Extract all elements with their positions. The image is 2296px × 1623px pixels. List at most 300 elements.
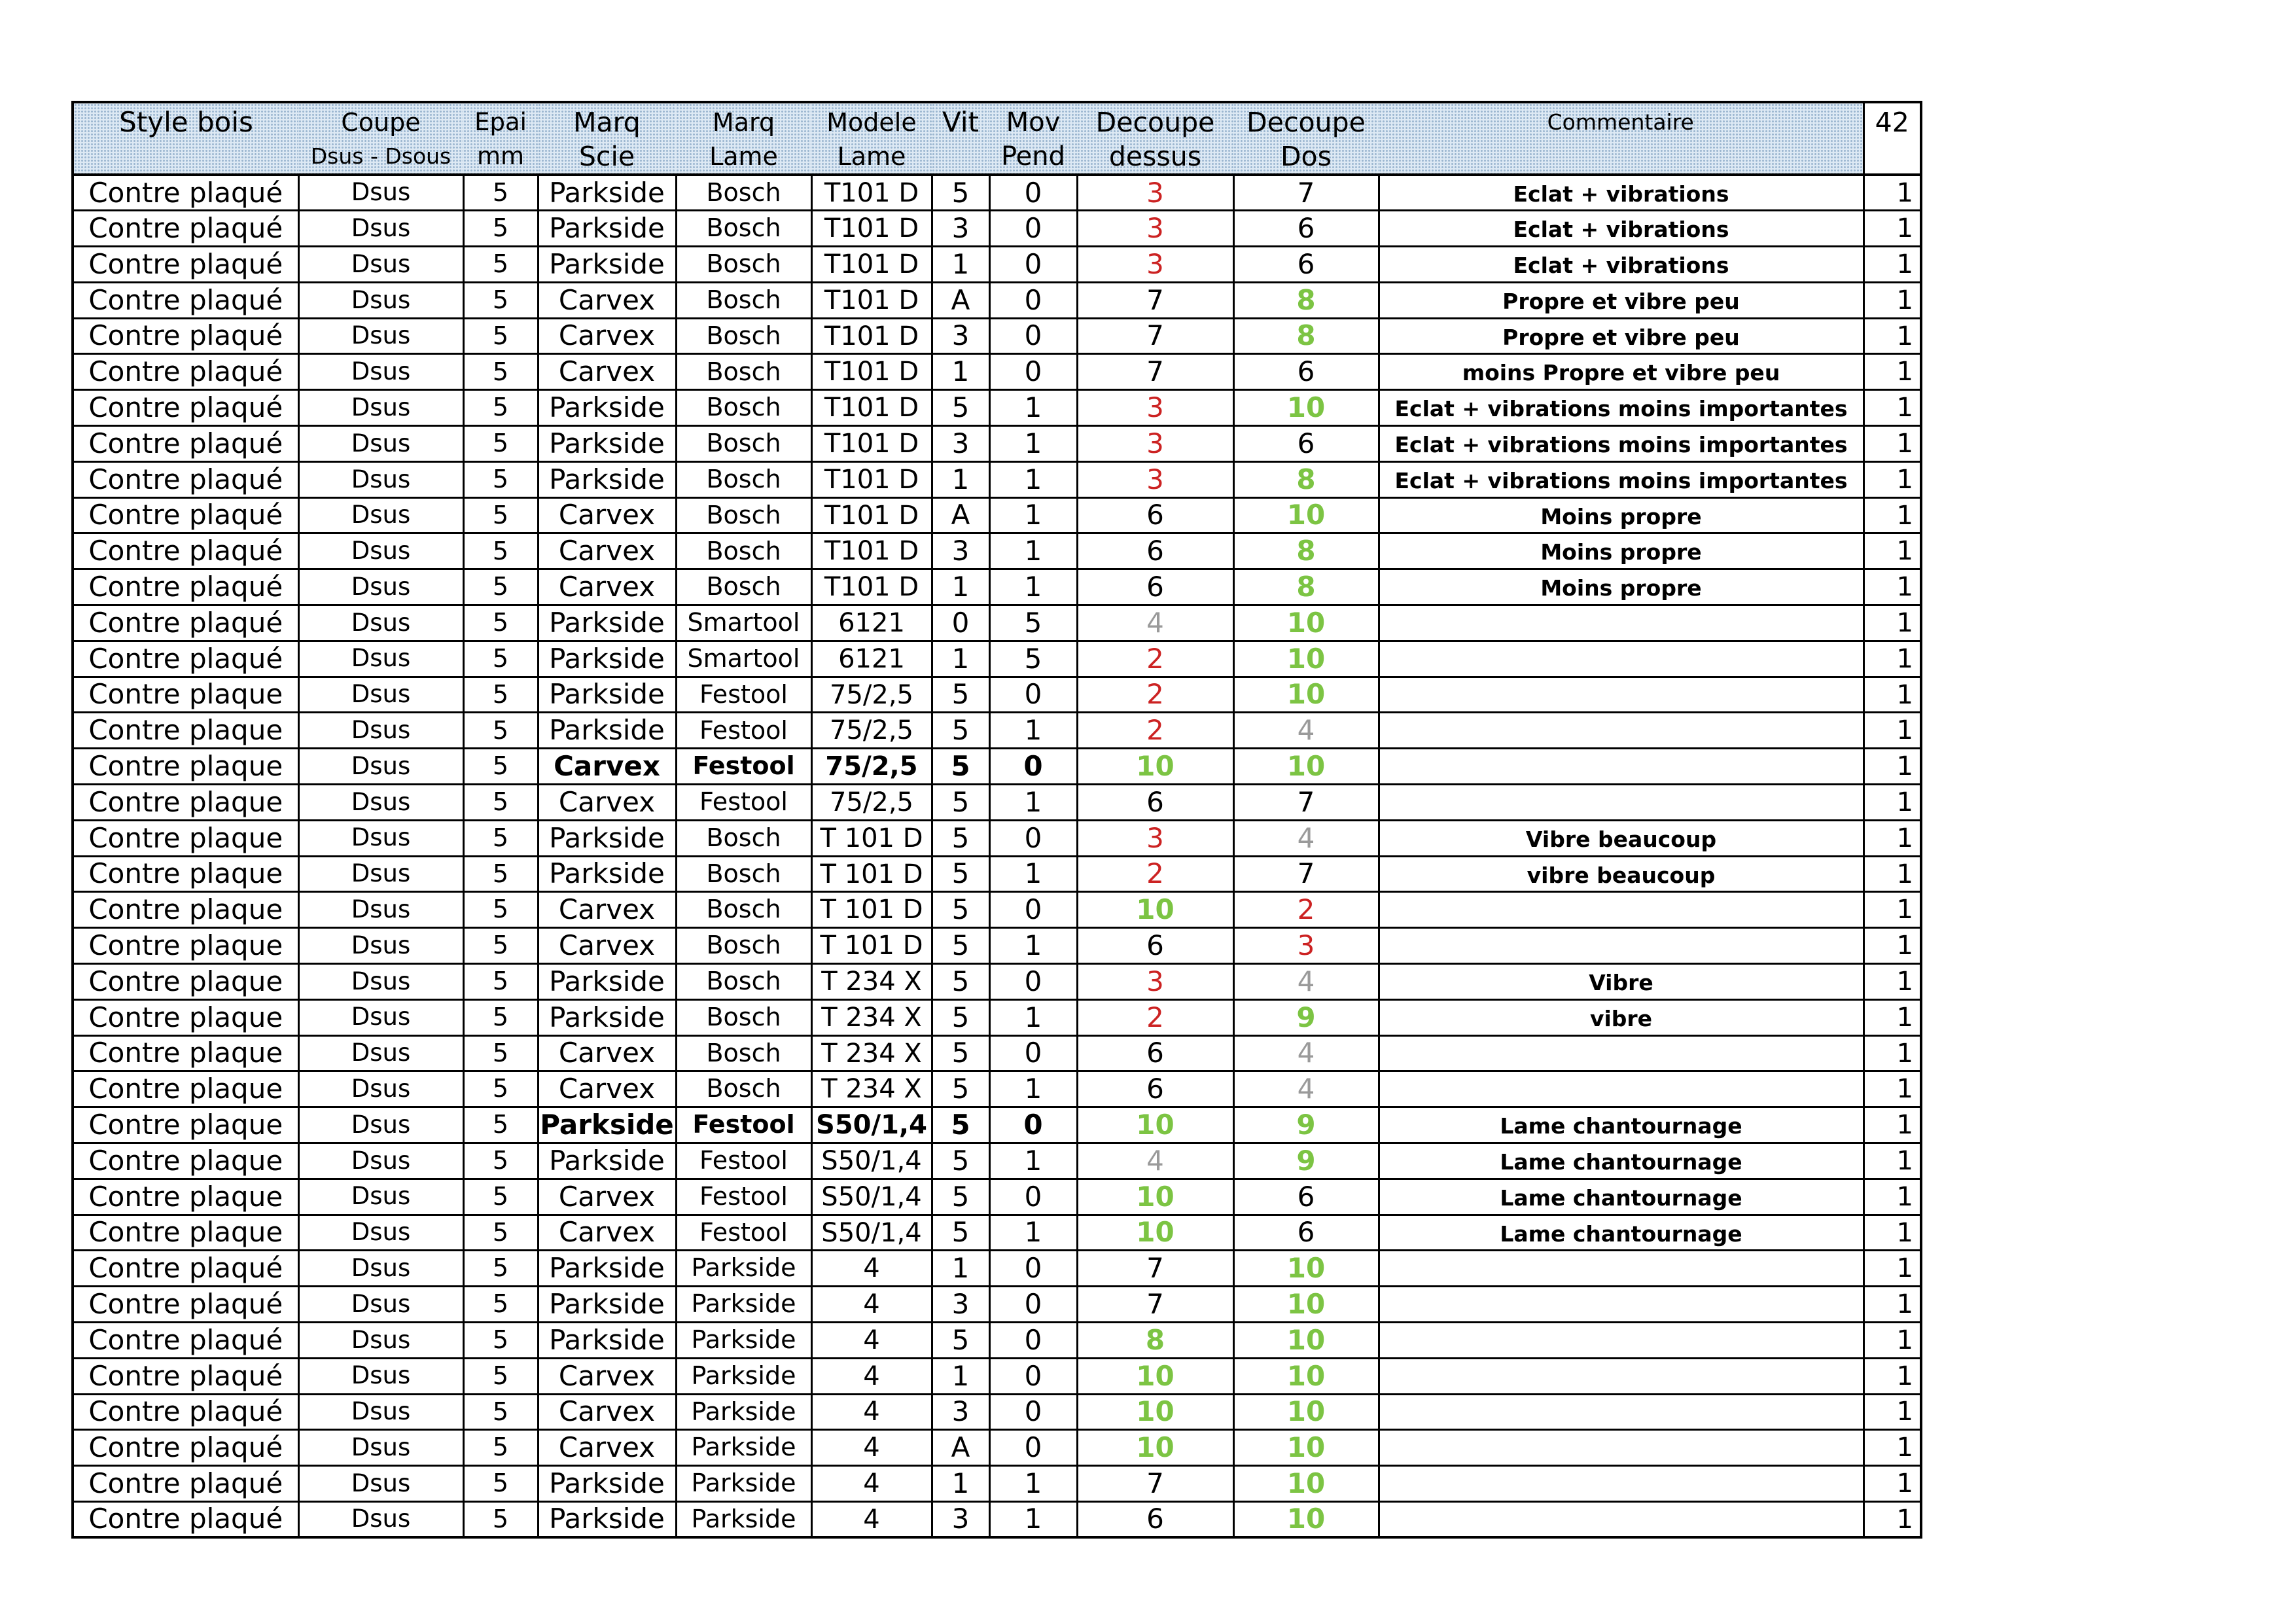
cell-marque-lame: Bosch (676, 533, 811, 569)
table-row (73, 1143, 1921, 1179)
cell-count: 1 (1863, 318, 1921, 354)
cell-modele-lame: T 101 D (811, 928, 932, 964)
cell-coupe: Dsus (298, 318, 463, 354)
table-row (73, 354, 1921, 390)
cell-epaisseur: 5 (463, 856, 538, 892)
cell-commentaire (1379, 1323, 1863, 1359)
cell-mouvement-pendulaire: 0 (989, 1035, 1077, 1071)
cell-mouvement-pendulaire: 0 (989, 1358, 1077, 1394)
cell-count: 1 (1863, 749, 1921, 785)
cell-mouvement-pendulaire: 1 (989, 569, 1077, 605)
cell-style-bois: Contre plaque (73, 964, 298, 1000)
cell-commentaire: Propre et vibre peu (1379, 282, 1863, 318)
cell-decoupe-dos: 8 (1233, 569, 1379, 605)
cell-vitesse: 5 (932, 785, 989, 821)
cell-epaisseur: 5 (463, 1035, 538, 1071)
cell-modele-lame: T101 D (811, 569, 932, 605)
cell-vitesse: 1 (932, 641, 989, 677)
cell-modele-lame: S50/1,4 (811, 1143, 932, 1179)
cell-epaisseur: 5 (463, 1394, 538, 1430)
cell-coupe: Dsus (298, 1394, 463, 1430)
cell-epaisseur: 5 (463, 1143, 538, 1179)
cell-coupe: Dsus (298, 713, 463, 749)
cell-epaisseur: 5 (463, 749, 538, 785)
cell-coupe: Dsus (298, 641, 463, 677)
cell-coupe: Dsus (298, 497, 463, 533)
cell-mouvement-pendulaire: 0 (989, 749, 1077, 785)
cell-decoupe-dessus: 10 (1077, 1215, 1233, 1251)
cell-decoupe-dos: 6 (1233, 354, 1379, 390)
cell-commentaire (1379, 892, 1863, 928)
cell-epaisseur: 5 (463, 677, 538, 713)
cell-epaisseur: 5 (463, 713, 538, 749)
cell-modele-lame: 75/2,5 (811, 785, 932, 821)
cell-marque-scie: Parkside (538, 856, 676, 892)
cell-modele-lame: S50/1,4 (811, 1179, 932, 1215)
cell-count: 1 (1863, 1358, 1921, 1394)
cell-modele-lame: 4 (811, 1501, 932, 1537)
cell-modele-lame: 6121 (811, 641, 932, 677)
cell-count: 1 (1863, 1287, 1921, 1323)
cell-marque-scie: Carvex (538, 1071, 676, 1107)
cell-epaisseur: 5 (463, 1071, 538, 1107)
cell-decoupe-dos: 10 (1233, 1501, 1379, 1537)
cell-coupe: Dsus (298, 749, 463, 785)
cell-marque-lame: Bosch (676, 282, 811, 318)
cell-style-bois: Contre plaque (73, 1107, 298, 1143)
cell-style-bois: Contre plaqué (73, 175, 298, 211)
cell-coupe: Dsus (298, 247, 463, 283)
cell-epaisseur: 5 (463, 928, 538, 964)
cell-mouvement-pendulaire: 0 (989, 318, 1077, 354)
cell-count: 1 (1863, 892, 1921, 928)
cell-count: 1 (1863, 533, 1921, 569)
cell-marque-lame: Parkside (676, 1287, 811, 1323)
cell-decoupe-dessus: 10 (1077, 1394, 1233, 1430)
cell-epaisseur: 5 (463, 318, 538, 354)
header-row (73, 102, 1921, 175)
cell-count: 1 (1863, 928, 1921, 964)
cell-marque-scie: Carvex (538, 1358, 676, 1394)
cell-coupe: Dsus (298, 1323, 463, 1359)
cell-mouvement-pendulaire: 0 (989, 1430, 1077, 1466)
cell-vitesse: 1 (932, 1358, 989, 1394)
cell-commentaire: Lame chantournage (1379, 1107, 1863, 1143)
cell-decoupe-dos: 6 (1233, 1179, 1379, 1215)
cell-style-bois: Contre plaqué (73, 533, 298, 569)
cell-mouvement-pendulaire: 1 (989, 533, 1077, 569)
table-row (73, 211, 1921, 247)
cell-coupe: Dsus (298, 175, 463, 211)
cell-commentaire (1379, 928, 1863, 964)
cell-mouvement-pendulaire: 1 (989, 497, 1077, 533)
header-style-bois-label: Style bois (119, 106, 253, 138)
cell-count: 1 (1863, 1501, 1921, 1537)
table-row (73, 533, 1921, 569)
cell-decoupe-dos: 10 (1233, 641, 1379, 677)
cell-modele-lame: 4 (811, 1466, 932, 1502)
table-row (73, 461, 1921, 497)
cell-style-bois: Contre plaqué (73, 605, 298, 641)
cell-count: 1 (1863, 785, 1921, 821)
cell-vitesse: 5 (932, 1215, 989, 1251)
cell-style-bois: Contre plaqué (73, 1466, 298, 1502)
cell-vitesse: 5 (932, 820, 989, 856)
cell-decoupe-dessus: 7 (1077, 282, 1233, 318)
cell-decoupe-dos: 6 (1233, 211, 1379, 247)
cell-decoupe-dos: 7 (1233, 175, 1379, 211)
cell-count: 1 (1863, 1035, 1921, 1071)
cell-marque-lame: Parkside (676, 1394, 811, 1430)
cell-marque-lame: Bosch (676, 426, 811, 462)
cell-modele-lame: T101 D (811, 354, 932, 390)
cell-modele-lame: 4 (811, 1394, 932, 1430)
cell-commentaire: Eclat + vibrations moins importantes (1379, 461, 1863, 497)
cell-coupe: Dsus (298, 211, 463, 247)
cell-vitesse: 5 (932, 1323, 989, 1359)
table-row (73, 1358, 1921, 1394)
cell-mouvement-pendulaire: 1 (989, 928, 1077, 964)
cell-marque-lame: Bosch (676, 247, 811, 283)
cell-mouvement-pendulaire: 0 (989, 964, 1077, 1000)
cell-marque-scie: Parkside (538, 1287, 676, 1323)
cell-style-bois: Contre plaque (73, 1143, 298, 1179)
cell-marque-lame: Bosch (676, 461, 811, 497)
cell-decoupe-dessus: 6 (1077, 928, 1233, 964)
cell-epaisseur: 5 (463, 1287, 538, 1323)
cell-commentaire (1379, 1035, 1863, 1071)
cell-vitesse: 5 (932, 999, 989, 1035)
cell-mouvement-pendulaire: 1 (989, 1071, 1077, 1107)
cell-coupe: Dsus (298, 461, 463, 497)
cell-vitesse: 0 (932, 605, 989, 641)
cell-mouvement-pendulaire: 1 (989, 461, 1077, 497)
cell-decoupe-dessus: 7 (1077, 318, 1233, 354)
cell-marque-lame: Bosch (676, 820, 811, 856)
cell-style-bois: Contre plaqué (73, 1430, 298, 1466)
cell-decoupe-dessus: 2 (1077, 713, 1233, 749)
cell-count: 1 (1863, 569, 1921, 605)
cell-count: 1 (1863, 677, 1921, 713)
table-row (73, 1501, 1921, 1537)
cell-commentaire (1379, 605, 1863, 641)
cell-epaisseur: 5 (463, 1215, 538, 1251)
cell-vitesse: 5 (932, 1179, 989, 1215)
cell-mouvement-pendulaire: 1 (989, 785, 1077, 821)
cell-modele-lame: T101 D (811, 282, 932, 318)
table-row (73, 318, 1921, 354)
cell-style-bois: Contre plaqué (73, 1251, 298, 1287)
cell-modele-lame: 4 (811, 1430, 932, 1466)
cell-coupe: Dsus (298, 1107, 463, 1143)
cell-modele-lame: T 101 D (811, 892, 932, 928)
cell-commentaire (1379, 1394, 1863, 1430)
cell-mouvement-pendulaire: 0 (989, 1394, 1077, 1430)
cell-style-bois: Contre plaqué (73, 497, 298, 533)
cell-decoupe-dos: 4 (1233, 820, 1379, 856)
cell-count: 1 (1863, 1071, 1921, 1107)
header-mouvement-pendulaire-sublabel: Pend (1000, 141, 1066, 171)
table-row (73, 1394, 1921, 1430)
cell-style-bois: Contre plaqué (73, 282, 298, 318)
cell-mouvement-pendulaire: 0 (989, 677, 1077, 713)
cell-mouvement-pendulaire: 0 (989, 820, 1077, 856)
cell-marque-scie: Carvex (538, 318, 676, 354)
cell-mouvement-pendulaire: 0 (989, 175, 1077, 211)
cell-marque-lame: Parkside (676, 1466, 811, 1502)
cell-count: 1 (1863, 282, 1921, 318)
cell-commentaire: Moins propre (1379, 497, 1863, 533)
cell-marque-lame: Bosch (676, 856, 811, 892)
cell-modele-lame: T101 D (811, 497, 932, 533)
cell-commentaire: Eclat + vibrations moins importantes (1379, 390, 1863, 426)
cell-decoupe-dos: 4 (1233, 1035, 1379, 1071)
cell-commentaire (1379, 641, 1863, 677)
table-row (73, 569, 1921, 605)
cell-vitesse: 1 (932, 569, 989, 605)
table-header (73, 102, 1921, 175)
cell-marque-scie: Carvex (538, 1430, 676, 1466)
cell-decoupe-dos: 3 (1233, 928, 1379, 964)
cell-mouvement-pendulaire: 5 (989, 605, 1077, 641)
cell-modele-lame: T101 D (811, 247, 932, 283)
cell-decoupe-dessus: 3 (1077, 247, 1233, 283)
cell-commentaire (1379, 1466, 1863, 1502)
cell-marque-scie: Parkside (538, 1251, 676, 1287)
cell-vitesse: 5 (932, 856, 989, 892)
cell-count: 1 (1863, 497, 1921, 533)
cell-decoupe-dos: 2 (1233, 892, 1379, 928)
cell-marque-scie: Carvex (538, 928, 676, 964)
table-row (73, 1323, 1921, 1359)
cell-decoupe-dessus: 6 (1077, 785, 1233, 821)
cell-modele-lame: 75/2,5 (811, 713, 932, 749)
cell-vitesse: 5 (932, 713, 989, 749)
cell-coupe: Dsus (298, 1215, 463, 1251)
cell-decoupe-dos: 7 (1233, 785, 1379, 821)
header-modele-lame (811, 102, 932, 175)
table-row (73, 641, 1921, 677)
cell-mouvement-pendulaire: 1 (989, 999, 1077, 1035)
header-modele-lame-sublabel: Lame (837, 142, 906, 171)
cell-vitesse: 5 (932, 390, 989, 426)
cell-style-bois: Contre plaqué (73, 390, 298, 426)
cell-decoupe-dos: 10 (1233, 1323, 1379, 1359)
cell-decoupe-dos: 10 (1233, 1430, 1379, 1466)
cell-count: 1 (1863, 1394, 1921, 1430)
cell-style-bois: Contre plaqué (73, 1501, 298, 1537)
header-decoupe-dessus (1077, 102, 1233, 175)
cell-marque-scie: Parkside (538, 247, 676, 283)
table-body (73, 175, 1921, 1537)
header-commentaire (1379, 102, 1863, 175)
cell-decoupe-dessus: 3 (1077, 175, 1233, 211)
cell-coupe: Dsus (298, 820, 463, 856)
header-decoupe-dessus-sublabel: dessus (1108, 141, 1202, 172)
cell-decoupe-dos: 10 (1233, 497, 1379, 533)
cell-decoupe-dessus: 2 (1077, 999, 1233, 1035)
table-row (73, 1107, 1921, 1143)
table-row (73, 1251, 1921, 1287)
cell-commentaire (1379, 1287, 1863, 1323)
cell-count: 1 (1863, 426, 1921, 462)
cell-style-bois: Contre plaque (73, 1071, 298, 1107)
table-row (73, 999, 1921, 1035)
cell-marque-lame: Parkside (676, 1430, 811, 1466)
header-marque-scie-sublabel: Scie (578, 141, 635, 172)
cell-marque-scie: Carvex (538, 533, 676, 569)
cell-epaisseur: 5 (463, 820, 538, 856)
cell-style-bois: Contre plaque (73, 677, 298, 713)
table-row (73, 785, 1921, 821)
cell-coupe: Dsus (298, 1071, 463, 1107)
cell-modele-lame: 4 (811, 1323, 932, 1359)
cell-count: 1 (1863, 247, 1921, 283)
cell-coupe: Dsus (298, 785, 463, 821)
table-row (73, 282, 1921, 318)
cell-marque-scie: Parkside (538, 999, 676, 1035)
cell-epaisseur: 5 (463, 175, 538, 211)
header-decoupe-dessus-label: Decoupe (1095, 107, 1215, 138)
cell-commentaire: Eclat + vibrations (1379, 175, 1863, 211)
cell-style-bois: Contre plaque (73, 1035, 298, 1071)
cell-marque-lame: Smartool (676, 605, 811, 641)
cell-marque-lame: Bosch (676, 964, 811, 1000)
table-row (73, 964, 1921, 1000)
table-row (73, 175, 1921, 211)
cell-commentaire: moins Propre et vibre peu (1379, 354, 1863, 390)
cell-commentaire (1379, 1358, 1863, 1394)
header-vitesse-label: Vit (942, 106, 979, 138)
cell-coupe: Dsus (298, 1430, 463, 1466)
cell-decoupe-dessus: 3 (1077, 426, 1233, 462)
cell-style-bois: Contre plaqué (73, 461, 298, 497)
cell-coupe: Dsus (298, 677, 463, 713)
cell-marque-scie: Parkside (538, 641, 676, 677)
cell-style-bois: Contre plaqué (73, 247, 298, 283)
cell-decoupe-dessus: 6 (1077, 569, 1233, 605)
cell-decoupe-dos: 9 (1233, 999, 1379, 1035)
header-epaisseur-label: Epai (474, 108, 527, 136)
header-marque-lame (676, 102, 811, 175)
cell-marque-scie: Parkside (538, 1143, 676, 1179)
cell-decoupe-dos: 10 (1233, 1466, 1379, 1502)
cell-coupe: Dsus (298, 964, 463, 1000)
cell-commentaire (1379, 1071, 1863, 1107)
cell-vitesse: 3 (932, 318, 989, 354)
table-row (73, 390, 1921, 426)
cell-style-bois: Contre plaqué (73, 426, 298, 462)
cell-style-bois: Contre plaque (73, 856, 298, 892)
cell-decoupe-dessus: 2 (1077, 856, 1233, 892)
cell-commentaire: Eclat + vibrations moins importantes (1379, 426, 1863, 462)
cell-commentaire: Vibre (1379, 964, 1863, 1000)
header-decoupe-dos (1233, 102, 1379, 175)
cell-epaisseur: 5 (463, 1466, 538, 1502)
cell-marque-scie: Parkside (538, 1466, 676, 1502)
cell-count: 1 (1863, 713, 1921, 749)
cell-marque-lame: Parkside (676, 1323, 811, 1359)
table-row (73, 749, 1921, 785)
cell-count: 1 (1863, 820, 1921, 856)
cell-style-bois: Contre plaque (73, 820, 298, 856)
cell-marque-lame: Bosch (676, 211, 811, 247)
cell-decoupe-dos: 6 (1233, 247, 1379, 283)
cell-decoupe-dessus: 7 (1077, 1251, 1233, 1287)
cell-marque-lame: Festool (676, 785, 811, 821)
header-marque-scie (538, 102, 676, 175)
cell-commentaire (1379, 749, 1863, 785)
cell-epaisseur: 5 (463, 461, 538, 497)
cell-vitesse: 5 (932, 1071, 989, 1107)
cell-mouvement-pendulaire: 0 (989, 1287, 1077, 1323)
cell-decoupe-dos: 7 (1233, 856, 1379, 892)
cell-style-bois: Contre plaque (73, 713, 298, 749)
cell-decoupe-dessus: 10 (1077, 1107, 1233, 1143)
cell-coupe: Dsus (298, 1179, 463, 1215)
header-mouvement-pendulaire (989, 102, 1077, 175)
cell-decoupe-dessus: 10 (1077, 1179, 1233, 1215)
cell-modele-lame: S50/1,4 (811, 1107, 932, 1143)
table-row (73, 247, 1921, 283)
cell-style-bois: Contre plaque (73, 749, 298, 785)
cell-vitesse: 5 (932, 1035, 989, 1071)
cell-marque-lame: Festool (676, 1107, 811, 1143)
cell-marque-lame: Festool (676, 1179, 811, 1215)
cell-decoupe-dessus: 7 (1077, 1466, 1233, 1502)
cell-count: 1 (1863, 1466, 1921, 1502)
cell-marque-scie: Parkside (538, 426, 676, 462)
cell-modele-lame: T 101 D (811, 820, 932, 856)
cell-marque-lame: Bosch (676, 354, 811, 390)
cell-style-bois: Contre plaqué (73, 569, 298, 605)
cell-decoupe-dessus: 3 (1077, 390, 1233, 426)
header-epaisseur (463, 102, 538, 175)
cell-coupe: Dsus (298, 1143, 463, 1179)
cell-vitesse: 5 (932, 1107, 989, 1143)
cell-marque-scie: Carvex (538, 354, 676, 390)
cell-marque-scie: Carvex (538, 892, 676, 928)
table-row (73, 1215, 1921, 1251)
header-commentaire-label: Commentaire (1547, 109, 1694, 135)
cell-marque-lame: Bosch (676, 390, 811, 426)
cell-decoupe-dos: 8 (1233, 533, 1379, 569)
cell-decoupe-dessus: 6 (1077, 1501, 1233, 1537)
cell-mouvement-pendulaire: 1 (989, 1143, 1077, 1179)
cell-decoupe-dos: 8 (1233, 318, 1379, 354)
cell-modele-lame: 75/2,5 (811, 749, 932, 785)
cell-marque-lame: Bosch (676, 175, 811, 211)
cell-modele-lame: 4 (811, 1251, 932, 1287)
cell-marque-scie: Parkside (538, 605, 676, 641)
cell-marque-lame: Parkside (676, 1358, 811, 1394)
header-mouvement-pendulaire-label: Mov (1006, 107, 1061, 137)
header-marque-lame-sublabel: Lame (709, 142, 778, 171)
cell-style-bois: Contre plaqué (73, 211, 298, 247)
cell-modele-lame: T101 D (811, 533, 932, 569)
cell-modele-lame: T 234 X (811, 964, 932, 1000)
cell-vitesse: 1 (932, 1466, 989, 1502)
cell-commentaire (1379, 1251, 1863, 1287)
cell-coupe: Dsus (298, 856, 463, 892)
cell-epaisseur: 5 (463, 426, 538, 462)
cell-count: 1 (1863, 605, 1921, 641)
cell-coupe: Dsus (298, 1251, 463, 1287)
cell-modele-lame: S50/1,4 (811, 1215, 932, 1251)
header-coupe-sublabel: Dsus - Dsous (310, 143, 451, 169)
cell-modele-lame: 75/2,5 (811, 677, 932, 713)
cell-marque-scie: Carvex (538, 1035, 676, 1071)
